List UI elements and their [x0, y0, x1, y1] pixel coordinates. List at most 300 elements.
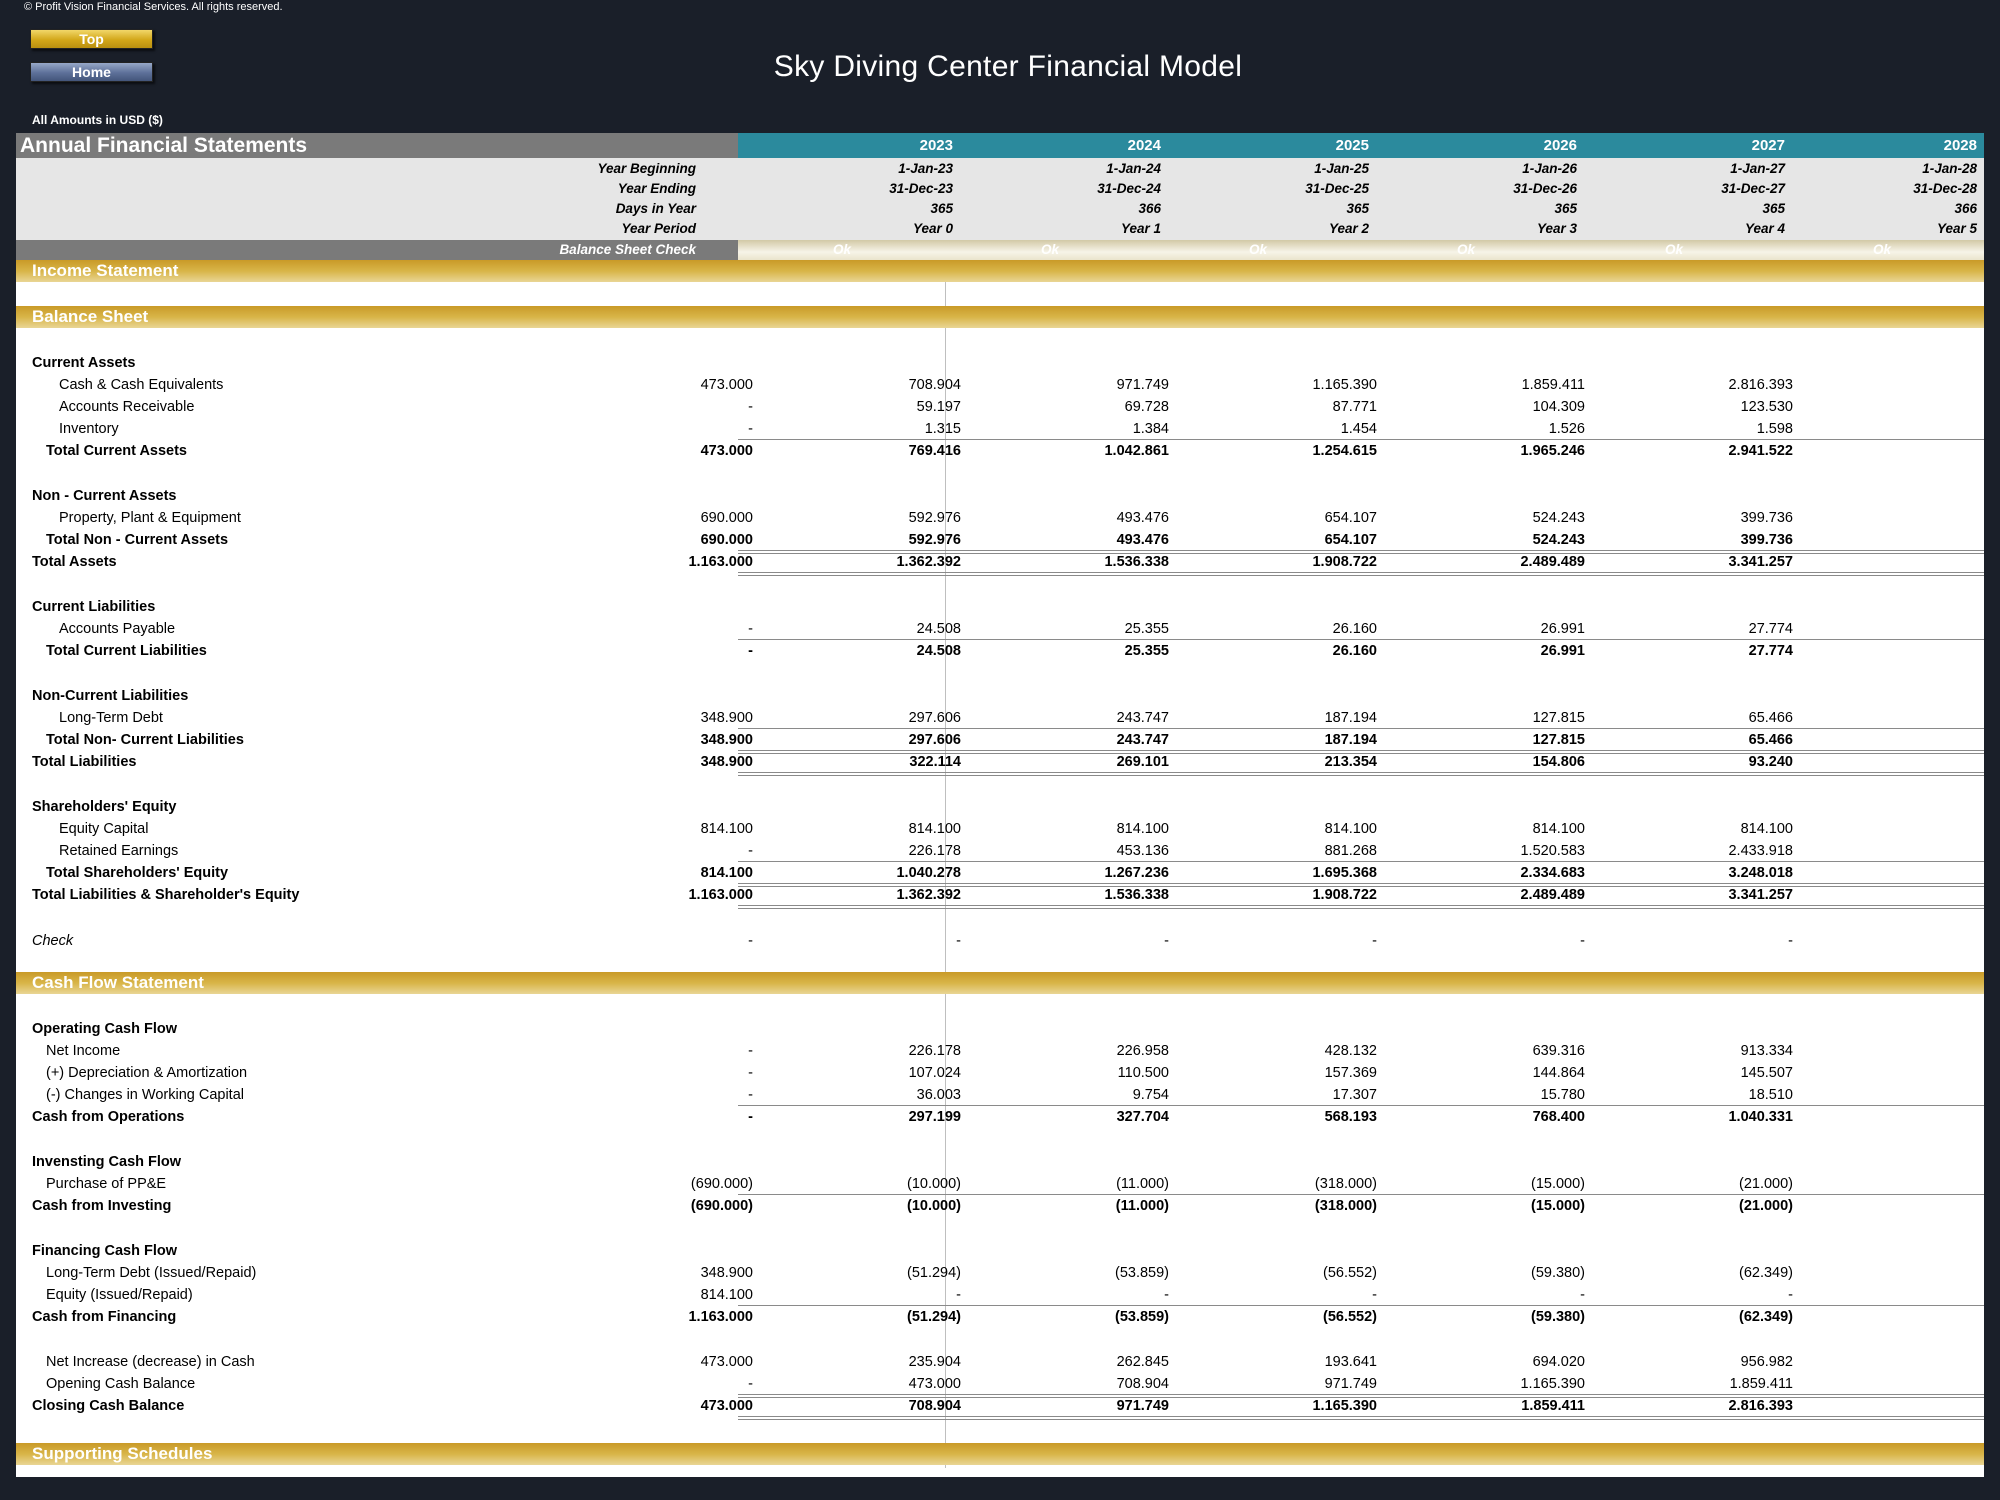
value-cell: 24.508 — [916, 643, 961, 659]
value-cell: - — [748, 643, 753, 659]
value-cell: 1.163.000 — [688, 887, 753, 903]
value-cell: 592.976 — [908, 510, 961, 526]
value-cell: 1.965.246 — [1520, 443, 1585, 459]
row-label: Total Non- Current Liabilities — [46, 732, 244, 748]
value-cell: 365 — [1554, 201, 1577, 216]
row-total-current-assets — [16, 440, 1984, 462]
value-cell: (56.552) — [1322, 1265, 1377, 1281]
value-cell: (53.859) — [1114, 1309, 1169, 1325]
value-cell: - — [748, 399, 753, 415]
value-cell: 65.466 — [1748, 732, 1793, 748]
value-cell: 399.736 — [1740, 510, 1793, 526]
total-underline — [738, 1416, 1984, 1420]
value-cell: (56.552) — [1322, 1309, 1377, 1325]
value-cell: (51.294) — [906, 1309, 961, 1325]
value-cell: 297.606 — [908, 710, 961, 726]
value-cell: 1.165.390 — [1520, 1376, 1585, 1392]
value-cell: 654.107 — [1324, 532, 1377, 548]
check-status: Ok — [1248, 242, 1267, 257]
value-cell: 69.728 — [1124, 399, 1169, 415]
row-label: Cash from Financing — [32, 1309, 177, 1325]
check-status: Ok — [832, 242, 851, 257]
value-cell: 1.040.331 — [1728, 1109, 1793, 1125]
value-cell: 1.040.278 — [896, 865, 961, 881]
value-cell: - — [748, 1043, 753, 1059]
value-cell: 2.489.489 — [1520, 554, 1585, 570]
value-cell: - — [748, 1087, 753, 1103]
value-cell: 639.316 — [1532, 1043, 1585, 1059]
section-title: Supporting Schedules — [32, 1444, 213, 1463]
row-label: Days in Year — [615, 201, 696, 216]
value-cell: 971.749 — [1116, 1398, 1169, 1414]
value-cell: 568.193 — [1324, 1109, 1377, 1125]
row-label: Non-Current Liabilities — [32, 688, 189, 704]
year-beginning-row — [16, 159, 1984, 179]
value-cell: - — [1580, 933, 1585, 949]
value-cell: 1.859.411 — [1521, 1398, 1585, 1414]
value-cell: - — [748, 933, 753, 949]
row-purchase-of-pp-e — [16, 1173, 1984, 1195]
value-cell: 1.267.236 — [1104, 865, 1169, 881]
value-cell: (11.000) — [1116, 1176, 1169, 1192]
row-label: Cash & Cash Equivalents — [59, 377, 224, 393]
value-cell: - — [956, 933, 961, 949]
value-cell: 107.024 — [908, 1065, 961, 1081]
value-cell: 1.908.722 — [1312, 554, 1377, 570]
income-statement-header — [16, 260, 1984, 282]
total-underline — [738, 772, 1984, 776]
row-label: Current Assets — [32, 355, 136, 371]
value-cell: 65.466 — [1748, 710, 1793, 726]
row-label: Total Assets — [32, 554, 117, 570]
value-cell: 1.526 — [1548, 421, 1585, 437]
value-cell: - — [748, 621, 753, 637]
value-cell: 493.476 — [1116, 532, 1169, 548]
value-cell: 814.100 — [1532, 821, 1585, 837]
row-long-term-debt-issued-repaid — [16, 1262, 1984, 1284]
value-cell: - — [748, 1109, 753, 1125]
check-status: Ok — [1664, 242, 1683, 257]
value-cell: 1.859.411 — [1729, 1376, 1793, 1392]
row-equity-capital — [16, 818, 1984, 840]
value-cell: 365 — [930, 201, 953, 216]
value-cell: (11.000) — [1115, 1198, 1169, 1214]
value-cell: 18.510 — [1748, 1087, 1793, 1103]
value-cell: 881.268 — [1324, 843, 1377, 859]
value-cell: 654.107 — [1324, 510, 1377, 526]
value-cell: 366 — [1954, 201, 1977, 216]
row-label: Current Liabilities — [32, 599, 156, 615]
row-cash-from-financing — [16, 1306, 1984, 1328]
value-cell: 26.991 — [1540, 643, 1585, 659]
row-label: Balance Sheet Check — [559, 242, 696, 257]
value-cell: 769.416 — [908, 443, 961, 459]
row-net-income — [16, 1040, 1984, 1062]
row-label: Check — [32, 933, 74, 949]
value-cell: 226.178 — [908, 843, 961, 859]
value-cell: 2.433.918 — [1728, 843, 1793, 859]
value-cell: 26.991 — [1540, 621, 1585, 637]
row-label: Long-Term Debt — [59, 710, 163, 726]
row-label: Accounts Receivable — [59, 399, 195, 415]
value-cell: (59.380) — [1530, 1309, 1585, 1325]
value-cell: 144.864 — [1532, 1065, 1585, 1081]
value-cell: 3.341.257 — [1728, 554, 1793, 570]
row-label: Cash from Operations — [32, 1109, 185, 1125]
row-total-non-current-assets — [16, 529, 1984, 551]
value-cell: 1-Jan-24 — [1106, 161, 1161, 176]
value-cell: - — [1788, 1287, 1793, 1303]
value-cell: (62.349) — [1738, 1265, 1793, 1281]
value-cell: - — [1580, 1287, 1585, 1303]
value-cell: 17.307 — [1332, 1087, 1377, 1103]
value-cell: (53.859) — [1114, 1265, 1169, 1281]
value-cell: (15.000) — [1530, 1198, 1585, 1214]
row-label: Equity (Issued/Repaid) — [46, 1287, 193, 1303]
row-cash-from-investing — [16, 1195, 1984, 1217]
check-status: Ok — [1456, 242, 1475, 257]
value-cell: 694.020 — [1532, 1354, 1585, 1370]
value-cell: (21.000) — [1738, 1198, 1793, 1214]
value-cell: 2.816.393 — [1728, 1398, 1793, 1414]
value-cell: 127.815 — [1532, 710, 1585, 726]
year-header: 2023 — [919, 137, 953, 154]
row-total-assets — [16, 551, 1984, 573]
page-title: Sky Diving Center Financial Model — [773, 50, 1243, 83]
row-label: Total Current Liabilities — [46, 643, 207, 659]
row-label: Total Shareholders' Equity — [46, 865, 229, 881]
value-cell: - — [748, 1065, 753, 1081]
value-cell: (10.000) — [906, 1198, 961, 1214]
value-cell: 453.136 — [1116, 843, 1169, 859]
year-header: 2027 — [1751, 137, 1785, 154]
value-cell: 1.454 — [1340, 421, 1377, 437]
value-cell: (690.000) — [690, 1176, 753, 1192]
subtotal-line — [738, 439, 1984, 440]
value-cell: 428.132 — [1324, 1043, 1377, 1059]
value-cell: 2.334.683 — [1520, 865, 1585, 881]
value-cell: 768.400 — [1532, 1109, 1585, 1125]
subtotal-line — [738, 1105, 1984, 1106]
total-underline — [738, 572, 1984, 576]
value-cell: 524.243 — [1532, 510, 1585, 526]
section-title: Cash Flow Statement — [32, 973, 204, 992]
row-label: Invensting Cash Flow — [32, 1154, 182, 1170]
subtotal-line — [738, 639, 1984, 640]
year-header: 2024 — [1127, 137, 1161, 154]
year-header: 2026 — [1543, 137, 1577, 154]
value-cell: 297.606 — [908, 732, 961, 748]
value-cell: (51.294) — [906, 1265, 961, 1281]
value-cell: - — [748, 843, 753, 859]
value-cell: 365 — [1346, 201, 1369, 216]
value-cell: 1.362.392 — [896, 887, 961, 903]
value-cell: 26.160 — [1332, 621, 1377, 637]
value-cell: 3.248.018 — [1728, 865, 1793, 881]
value-cell: 243.747 — [1116, 710, 1169, 726]
value-cell: (21.000) — [1738, 1176, 1793, 1192]
value-cell: 592.976 — [908, 532, 961, 548]
value-cell: 1.163.000 — [688, 1309, 753, 1325]
total-underline — [738, 883, 1984, 887]
value-cell: (10.000) — [906, 1176, 961, 1192]
row-label: Equity Capital — [59, 821, 149, 837]
row-total-shareholders-equity — [16, 862, 1984, 884]
row-current-assets — [16, 352, 1984, 374]
row-label: Net Income — [46, 1043, 121, 1059]
value-cell: - — [1164, 933, 1169, 949]
value-cell: 269.101 — [1116, 754, 1169, 770]
value-cell: 31-Dec-28 — [1913, 181, 1977, 196]
balance-sheet-check-row — [16, 240, 1984, 260]
value-cell: 365 — [1762, 201, 1785, 216]
row-cash-cash-equivalents — [16, 374, 1984, 396]
row-current-liabilities — [16, 596, 1984, 618]
total-underline — [738, 905, 1984, 909]
total-underline — [738, 1394, 1984, 1398]
supporting-schedules-header[interactable] — [16, 1443, 1984, 1465]
financial-statements-sheet — [16, 133, 1984, 1477]
row-label: Year Period — [621, 221, 696, 236]
value-cell: 157.369 — [1324, 1065, 1377, 1081]
value-cell: 25.355 — [1124, 621, 1169, 637]
row-label: Inventory — [59, 421, 119, 437]
value-cell: 104.309 — [1532, 399, 1585, 415]
row-label: Total Non - Current Assets — [46, 532, 229, 548]
value-cell: 243.747 — [1116, 732, 1169, 748]
row-label: Net Increase (decrease) in Cash — [46, 1354, 255, 1370]
value-cell: 348.900 — [700, 754, 753, 770]
row-label: Accounts Payable — [59, 621, 176, 637]
value-cell: 1-Jan-25 — [1314, 161, 1369, 176]
value-cell: 31-Dec-27 — [1721, 181, 1785, 196]
row-operating-cash-flow — [16, 1018, 1984, 1040]
value-cell: (318.000) — [1314, 1198, 1377, 1214]
value-cell: 971.749 — [1324, 1376, 1377, 1392]
home-button[interactable]: Home — [30, 62, 153, 82]
value-cell: - — [1372, 933, 1377, 949]
row-label: Financing Cash Flow — [32, 1243, 178, 1259]
value-cell: Year 4 — [1744, 221, 1785, 236]
value-cell: 1-Jan-27 — [1730, 161, 1785, 176]
row-cash-from-operations — [16, 1106, 1984, 1128]
value-cell: 226.178 — [908, 1043, 961, 1059]
value-cell: 123.530 — [1740, 399, 1793, 415]
row-depreciation-amortization — [16, 1062, 1984, 1084]
value-cell: 473.000 — [700, 1398, 753, 1414]
value-cell: 348.900 — [700, 710, 753, 726]
row-label: Non - Current Assets — [32, 488, 177, 504]
value-cell: (59.380) — [1530, 1265, 1585, 1281]
row-shareholders-equity — [16, 796, 1984, 818]
value-cell: 27.774 — [1748, 621, 1793, 637]
value-cell: 87.771 — [1332, 399, 1377, 415]
value-cell: 31-Dec-26 — [1513, 181, 1577, 196]
statements-title: Annual Financial Statements — [20, 134, 308, 157]
value-cell: 31-Dec-25 — [1305, 181, 1369, 196]
row-net-increase-decrease-in-cash — [16, 1351, 1984, 1373]
value-cell: 1.536.338 — [1104, 887, 1169, 903]
value-cell: 9.754 — [1132, 1087, 1169, 1103]
row-label: Cash from Investing — [32, 1198, 172, 1214]
year-header: 2025 — [1335, 137, 1369, 154]
value-cell: 26.160 — [1332, 643, 1377, 659]
subtotal-line — [738, 1194, 1984, 1195]
check-status: Ok — [1872, 242, 1891, 257]
row-long-term-debt — [16, 707, 1984, 729]
row-label: (-) Changes in Working Capital — [46, 1087, 244, 1103]
value-cell: 187.194 — [1324, 732, 1377, 748]
value-cell: 2.489.489 — [1520, 887, 1585, 903]
subtotal-line — [738, 1305, 1984, 1306]
value-cell: 31-Dec-23 — [889, 181, 953, 196]
value-cell: 262.845 — [1116, 1354, 1169, 1370]
value-cell: 814.100 — [1116, 821, 1169, 837]
value-cell: 473.000 — [700, 377, 753, 393]
row-total-liabilities — [16, 751, 1984, 773]
value-cell: 1.695.368 — [1312, 865, 1377, 881]
value-cell: 971.749 — [1116, 377, 1169, 393]
top-button[interactable]: Top — [30, 29, 153, 49]
value-cell: 154.806 — [1532, 754, 1585, 770]
total-underline — [738, 750, 1984, 754]
value-cell: 708.904 — [908, 377, 961, 393]
value-cell: 226.958 — [1116, 1043, 1169, 1059]
value-cell: 913.334 — [1740, 1043, 1793, 1059]
section-title: Balance Sheet — [32, 307, 149, 326]
value-cell: 110.500 — [1117, 1065, 1169, 1081]
value-cell: 814.100 — [908, 821, 961, 837]
year-period-row — [16, 219, 1984, 239]
value-cell: 493.476 — [1116, 510, 1169, 526]
value-cell: 1-Jan-26 — [1522, 161, 1577, 176]
value-cell: 1.859.411 — [1521, 377, 1585, 393]
row-closing-cash-balance — [16, 1395, 1984, 1417]
value-cell: 1.315 — [924, 421, 961, 437]
value-cell: 1.384 — [1132, 421, 1169, 437]
row-total-liabilities-shareholder-s-equity — [16, 884, 1984, 906]
value-cell: 690.000 — [700, 510, 753, 526]
value-cell: 15.780 — [1540, 1087, 1585, 1103]
value-cell: 1.598 — [1756, 421, 1793, 437]
value-cell: - — [956, 1287, 961, 1303]
row-label: Total Current Assets — [46, 443, 187, 459]
value-cell: 3.341.257 — [1728, 887, 1793, 903]
value-cell: 59.197 — [916, 399, 961, 415]
value-cell: 187.194 — [1324, 710, 1377, 726]
row-label: Purchase of PP&E — [46, 1176, 167, 1192]
value-cell: (318.000) — [1314, 1176, 1377, 1192]
copyright-notice: © Profit Vision Financial Services. All rights reserved. — [24, 1, 283, 13]
value-cell: 127.815 — [1532, 732, 1585, 748]
section-title: Income Statement — [32, 261, 179, 280]
value-cell: 473.000 — [908, 1376, 961, 1392]
row-label: Opening Cash Balance — [46, 1376, 196, 1392]
year-header: 2028 — [1943, 137, 1977, 154]
value-cell: 1.254.615 — [1312, 443, 1377, 459]
value-cell: 366 — [1138, 201, 1161, 216]
value-cell: 1.165.390 — [1312, 1398, 1377, 1414]
value-cell: - — [748, 421, 753, 437]
timeline-header — [16, 158, 1984, 240]
currency-note: All Amounts in USD ($) — [32, 113, 163, 127]
value-cell: 2.941.522 — [1728, 443, 1793, 459]
row-total-current-liabilities — [16, 640, 1984, 662]
row-label: Long-Term Debt (Issued/Repaid) — [46, 1265, 257, 1281]
value-cell: 24.508 — [916, 621, 961, 637]
check-status: Ok — [1040, 242, 1059, 257]
year-ending-row — [16, 179, 1984, 199]
value-cell: 25.355 — [1124, 643, 1169, 659]
value-cell: 1-Jan-23 — [898, 161, 953, 176]
value-cell: Year 2 — [1328, 221, 1369, 236]
row-inventory — [16, 418, 1984, 440]
value-cell: - — [1788, 933, 1793, 949]
value-cell: 322.114 — [909, 754, 961, 770]
value-cell: 473.000 — [700, 1354, 753, 1370]
row-label: Year Ending — [617, 181, 696, 196]
value-cell: 193.641 — [1324, 1354, 1377, 1370]
row-opening-cash-balance — [16, 1373, 1984, 1395]
row-retained-earnings — [16, 840, 1984, 862]
balance-sheet-header — [16, 306, 1984, 328]
row-label: Total Liabilities & Shareholder's Equity — [32, 887, 300, 903]
row-label: (+) Depreciation & Amortization — [46, 1065, 248, 1081]
row-label: Retained Earnings — [59, 843, 179, 859]
row-invensting-cash-flow — [16, 1151, 1984, 1173]
subtotal-line — [738, 861, 1984, 862]
days-in-year-row — [16, 199, 1984, 219]
total-underline — [738, 550, 1984, 554]
value-cell: 1-Jan-28 — [1922, 161, 1977, 176]
row-accounts-payable — [16, 618, 1984, 640]
value-cell: 327.704 — [1116, 1109, 1169, 1125]
value-cell: - — [1164, 1287, 1169, 1303]
value-cell: 708.904 — [908, 1398, 961, 1414]
value-cell: 297.199 — [908, 1109, 961, 1125]
value-cell: - — [1372, 1287, 1377, 1303]
year-header-row — [16, 133, 1984, 158]
value-cell: - — [748, 1376, 753, 1392]
value-cell: 213.354 — [1324, 754, 1377, 770]
row-financing-cash-flow — [16, 1240, 1984, 1262]
value-cell: 399.736 — [1740, 532, 1793, 548]
row-equity-issued-repaid — [16, 1284, 1984, 1306]
value-cell: 1.362.392 — [896, 554, 961, 570]
value-cell: 1.536.338 — [1104, 554, 1169, 570]
value-cell: 93.240 — [1748, 754, 1793, 770]
value-cell: (690.000) — [690, 1198, 753, 1214]
value-cell: 1.908.722 — [1312, 887, 1377, 903]
row-label: Year Beginning — [597, 161, 696, 176]
value-cell: 690.000 — [700, 532, 753, 548]
row-check — [16, 930, 1984, 952]
value-cell: 348.900 — [700, 1265, 753, 1281]
value-cell: 814.100 — [1740, 821, 1793, 837]
value-cell: 2.816.393 — [1728, 377, 1793, 393]
row-total-non-current-liabilities — [16, 729, 1984, 751]
cash-flow-header — [16, 972, 1984, 994]
value-cell: 956.982 — [1740, 1354, 1793, 1370]
value-cell: 348.900 — [700, 732, 753, 748]
row-label: Property, Plant & Equipment — [59, 510, 241, 526]
value-cell: 1.163.000 — [688, 554, 753, 570]
value-cell: 1.165.390 — [1312, 377, 1377, 393]
value-cell: 27.774 — [1748, 643, 1793, 659]
row-label: Closing Cash Balance — [32, 1398, 185, 1414]
row-label: Total Liabilities — [32, 754, 137, 770]
row-label: Shareholders' Equity — [32, 799, 177, 815]
